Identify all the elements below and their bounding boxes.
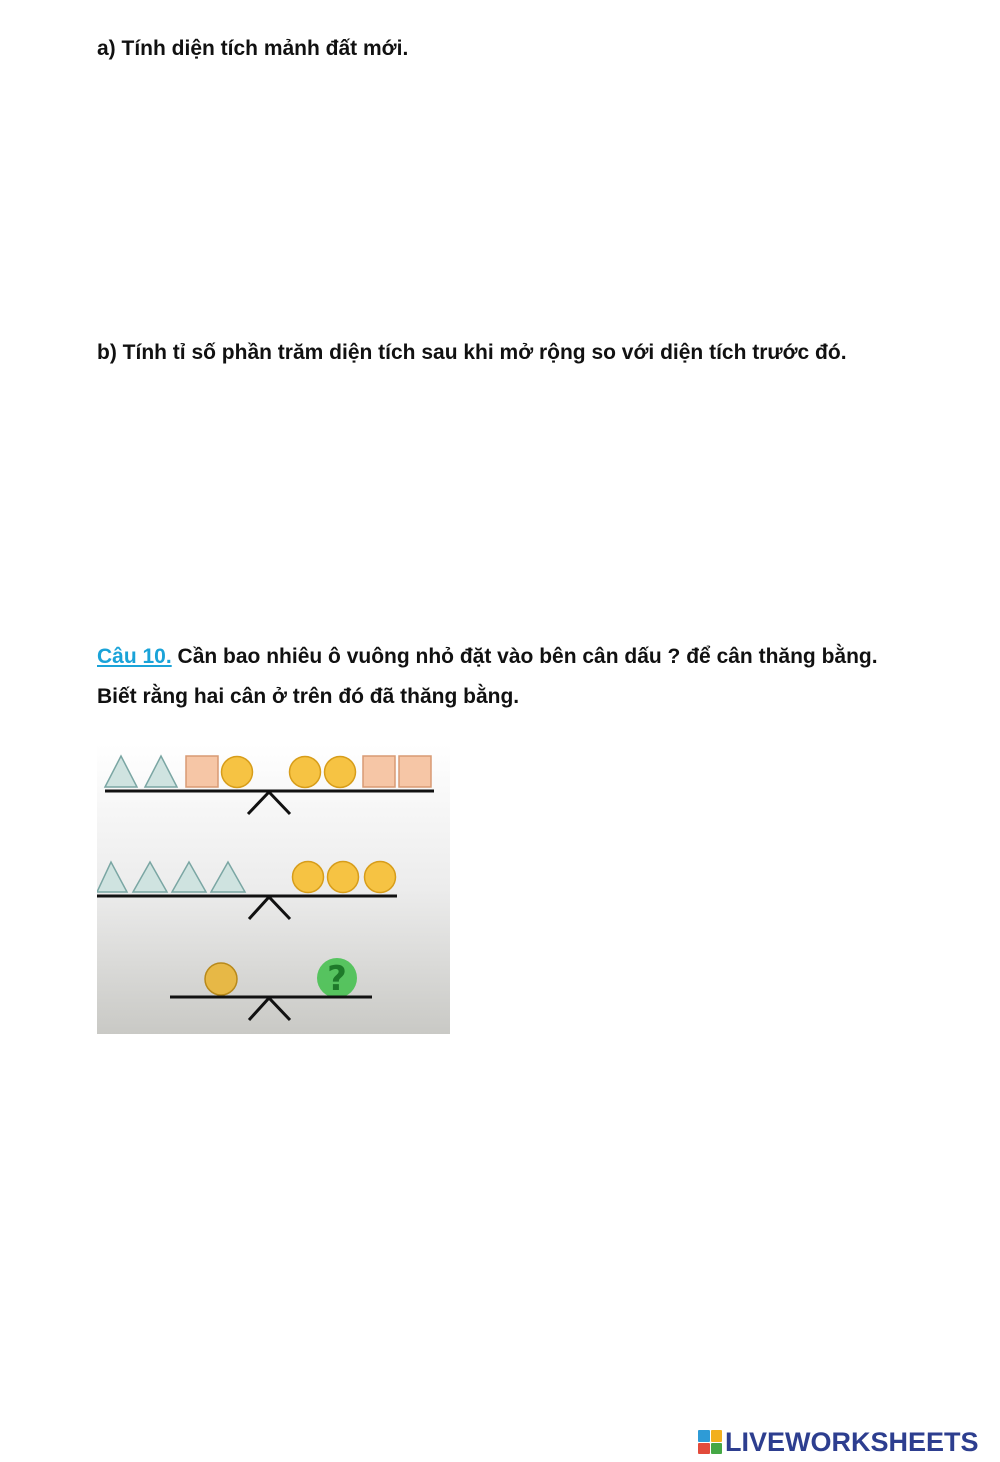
circle-icon xyxy=(222,757,253,788)
question-10-text: Cần bao nhiêu ô vuông nhỏ đặt vào bên cân dấu ? để cân thăng bằng. xyxy=(171,645,878,668)
square-icon xyxy=(363,756,395,787)
liveworksheets-logo[interactable] xyxy=(698,1427,979,1457)
square-icon xyxy=(186,756,218,787)
question-10-line2: Biết rằng hai cân ở trên đó đã thăng bằng. xyxy=(97,685,520,708)
circle-icon xyxy=(293,862,324,893)
question-10-link[interactable]: Câu 10. xyxy=(97,645,172,668)
circle-icon xyxy=(328,862,359,893)
balance-scales-figure xyxy=(97,744,450,1034)
question-b: b) Tính tỉ số phần trăm diện tích sau khi mở rộng so với diện tích trước đó. xyxy=(97,341,847,364)
question-10 xyxy=(97,645,878,669)
logo-mark-icon xyxy=(698,1430,722,1454)
circle-icon xyxy=(290,757,321,788)
logo-text: LIVEWORKSHEETS xyxy=(725,1426,979,1457)
square-icon xyxy=(399,756,431,787)
circle-icon xyxy=(205,963,237,995)
question-mark-icon: ? xyxy=(327,959,347,999)
circle-icon xyxy=(325,757,356,788)
question-a: a) Tính diện tích mảnh đất mới. xyxy=(97,37,409,60)
circle-icon xyxy=(365,862,396,893)
